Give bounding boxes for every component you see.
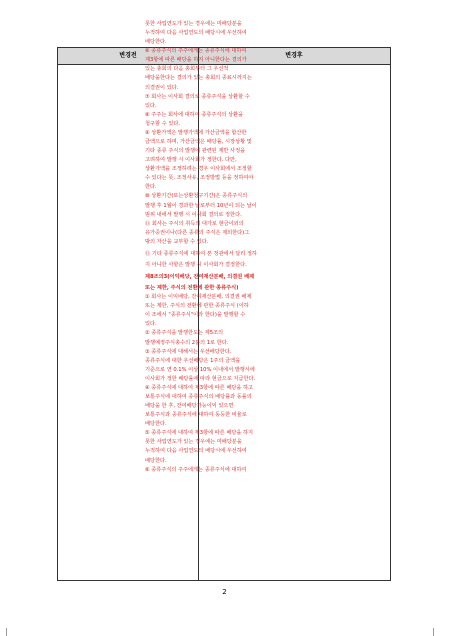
- text-line: ⑨ 상환가액은 발행가액에 가산금액을 합산한: [145, 129, 247, 136]
- text-line: 또는 제한, 주식의 전환에 관한 종류주식): [145, 285, 239, 292]
- text-line: 누적하여 다음 사업연도의 배당시에 우선하여: [145, 30, 247, 37]
- text-line: 배당한다.: [145, 39, 167, 46]
- text-line: ⑧ 주주는 회사에 대하여 종류주식의 상환을: [145, 111, 244, 118]
- text-line: ⑪ 회사는 주식의 취득의 대가로 현금이외의: [145, 220, 244, 227]
- text-line: 이 조에서 "종류주식"이라 한다)을 발행할 수: [145, 312, 246, 319]
- text-line: ④ 종류주식에 대하여 제3항에 따른 배당을 하고: [145, 384, 254, 391]
- text-line: 있는 총회의 다음 총회부터 그 우선적: [145, 66, 229, 73]
- text-line: 발행 후 1월이 경과한 날로부터 10년이 되는 날이: [145, 202, 257, 209]
- text-line: 고려하여 발행 시 이사회가 정한다. 다만,: [145, 157, 237, 164]
- header-before: 변경전: [119, 52, 137, 59]
- text-line: 이사회가 정한 배당률에 따라 현금으로 지급한다.: [145, 375, 256, 382]
- text-line: 한다.: [145, 184, 157, 191]
- text-line: 유가증권이나(다른 종류의 주식은 제외한다)그: [145, 229, 250, 236]
- text-line: 보통주식에 대하여 종류주식의 배당률과 동률의: [145, 393, 252, 400]
- text-line: ⑥ 종류주식의 주주에게는 종류주식에 대하여: [145, 48, 247, 55]
- text-line: 지 아니한 사항은 발행 시 이사회가 결정한다.: [145, 261, 247, 268]
- text-line: 배당한다.: [145, 421, 167, 428]
- after-column-text: [145, 20, 331, 530]
- text-line: ⑥ 종류주식의 주주에게는 종류주식에 대하여: [145, 466, 247, 473]
- text-line: 배당을 한 후, 잔여배당가능이익 있으면: [145, 403, 234, 410]
- text-line: 금액으로 하며, 가산금액은 배당률, 시장상황 및: [145, 139, 252, 146]
- text-line: ③ 종류주식에 대해서는 우선배당한다.: [145, 348, 232, 355]
- text-line: 발행예정주식총수의 2분의 1로 한다.: [145, 339, 229, 346]
- crop-mark-right: [433, 628, 434, 636]
- text-line: 종류주식에 대한 우선배당은 1주의 금액을: [145, 357, 241, 364]
- text-line: 기준으로 연 0.1% 이상 10% 이내에서 발행시에: [145, 366, 255, 373]
- header-after: 변경후: [285, 52, 303, 59]
- text-line: ① 회사는 이익배당, 잔여재산분배, 의결권 배제: [145, 294, 252, 301]
- text-line: ⑫ 기타 종류주식에 대하여 본 정관에서 달리 정하: [145, 250, 257, 257]
- crop-mark-left: [6, 628, 7, 636]
- text-line: 밖의 자산을 교부할 수 있다.: [145, 238, 209, 245]
- text-line: 못한 사업연도가 있는 경우에는 미배당분을: [145, 21, 242, 27]
- text-line: 있다.: [145, 321, 157, 328]
- text-line: 제3항에 따른 배당을 하지 아니한다는 결의가: [145, 57, 247, 64]
- text-line: 배당한다.: [145, 457, 167, 464]
- page-number: 2: [222, 588, 227, 596]
- text-line: 기타 종류 주식의 발행에 관련된 제반 사정을: [145, 148, 246, 155]
- text-line: ② 종류주식을 발행한도는 제5조의: [145, 330, 224, 337]
- text-line: 보통주식과 종류주식에 대하여 동등한 비율로: [145, 412, 247, 419]
- text-line: ⑤ 종류주식에 대하여 제3항에 따른 배당을 하지: [145, 430, 254, 437]
- text-line: ⑦ 회사는 이사회 결의로 종류주식을 상환할 수: [145, 93, 250, 100]
- text-line: 청구할 수 있다.: [145, 120, 181, 127]
- text-line: 못한 사업연도가 있는 경우에는 미배당분을: [145, 439, 242, 446]
- text-line: 상환가액을 조정하려는 경우 이사회에서 조정할: [145, 166, 252, 173]
- text-line: 또는 제한, 주식의 전환에 관한 종류주식 (이하: [145, 303, 249, 310]
- text-line: ⑩ 상환기간(또는상환청구기간)은 종류주식의: [145, 193, 248, 200]
- text-line: 누적하여 다음 사업연도의 배당시에 우선하여: [145, 448, 247, 455]
- text-line: 배당을한다는 결의가 있는 총회의 종료시까지는: [145, 75, 252, 82]
- text-line: 제8조의3(이익배당, 잔여재산분배, 의결권 배제: [145, 274, 255, 281]
- text-line: 있다.: [145, 102, 157, 109]
- text-line: 범위 내에서 발행 시 이사회 결의로 정한다.: [145, 211, 242, 218]
- text-line: 의결권이 있다.: [145, 84, 179, 91]
- text-line: 수 있다는 뜻, 조정사유, 조정방법 등을 정하여야: [145, 175, 254, 182]
